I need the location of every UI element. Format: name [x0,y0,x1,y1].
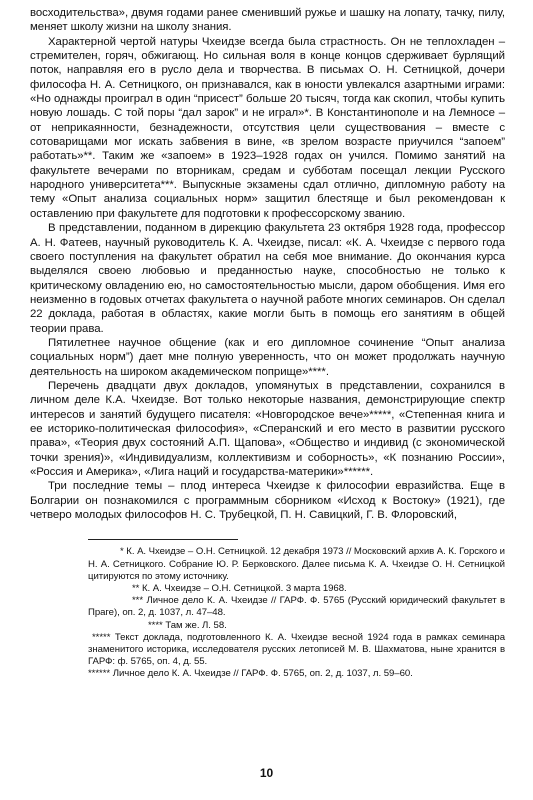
main-text [30,6,505,522]
footnote-3: *** Личное дело К. А. Чхеидзе // ГАРФ. Ф. 5765 (Русский юридический факультет в Праге), оп. 2, д. 1037, л. 47–48. [88,595,505,619]
paragraph-1: восходительства», двумя годами ранее сменивший ружье и шашку на лопату, тачку, пилу, меняет школу жизни на школу знания. [30,7,505,34]
paragraph-3: В представлении, поданном в дирекцию факультета 23 октября 1928 года, профессор А. Н. Фатеев, научный руководитель К. А. Чхеидзе, писал: «К. А. Чхеидзе с первого года своего поступления на факультет обратил на себя мое внимание. До окончания курса выделялся своею любовью и преданностью науке, способностью не только к критическому овладению ею, но самостоятельностью мысли, даром обобщения. Имя его неизменно в годовых отчетах факультета о научной работе многих семинаров. Он сделал 22 доклада, работая в областях, какие могли быть в помощь его занятиям в общей теории права. [30,222,505,335]
paragraph-6: Три последние темы – плод интереса Чхеидзе к философии евразийства. Еще в Болгарии он познакомился с программным сборником «Исход к Востоку» (1921), где четверо молодых философов Н. С. Трубецкой, П. Н. Савицкий, Г. В. Флоровский, [30,480,505,522]
footnote-6: ****** Личное дело К. А. Чхеидзе // ГАРФ. Ф. 5765, оп. 2, д. 1037, л. 59–60. [88,668,413,680]
page-number: 10 [259,766,274,780]
paragraph-2: Характерной чертой натуры Чхеидзе всегда была страстность. Он не теплохладен – стремителен, горяч, обжигающ. Но сильная воля в конце концов сдерживает бурлящий поток, направляя его в русло дела и творчества. В письмах О. Н. Сетницкой, дочери философа Н. А. Сетницкого, он признавался, как в юности увлекался азартными играми: «Но однажды проиграл в один “присест” больше 20 тысяч, тогда как скопил, чтобы купить новую лошадь. С той поры “дал зарок” и не играл»*. В Константинополе и на Лемносе – от неприкаянности, безнадежности, отсутствия цели существования – вместе с сотоварищами мог искать забвения в вине, «в зрелом возрасте приучился “запоем” работать»**. Таким же «запоем» в 1923–1928 годах он учился. Помимо занятий на факультете вечерами по вторникам, средам и субботам посещал лекции Русского народного университета***. Выпускные экзамены сдал отлично, дипломную работу на тему «Опыт анализа социальных норм» защитил блестяще и был рекомендован к оставлению при факультете для подготовки к профессорскому званию. [30,35,505,220]
footnote-divider [88,539,238,540]
footnote-5: ***** Текст доклада, подготовленного К. А. Чхеидзе весной 1924 года в рамках семинара знаменитого историка, исследователя русских летописей М. В. Шахматова, ныне хранится в ГАРФ: ф. 5765, оп. 4, д. 55. [88,631,505,668]
footnotes [30,546,505,680]
footnote-1: * К. А. Чхеидзе – О.Н. Сетницкой. 12 декабря 1973 // Московский архив А. К. Горского и Н. А. Сетницкого. Собрание Ю. Р. Берковского. Далее письма К. А. Чхеидзе О. Н. Сетницкой цитируются по этому источнику. [88,546,505,582]
footnote-2: ** К. А. Чхеидзе – О.Н. Сетницкой. 3 марта 1968. [132,582,347,594]
paragraph-4: Пятилетнее научное общение (как и его дипломное сочинение “Опыт анализа социальных норм”) дает мне полную уверенность, что он может продолжать научную деятельность на широком академическом поприще»****. [30,336,505,378]
paragraph-5: Перечень двадцати двух докладов, упомянутых в представлении, сохранился в личном деле К.А. Чхеидзе. Вот только некоторые названия, демонстрирующие спектр интересов и занятий будущего писателя: «Новгородское вече»*****, «Степенная книга и ее историко-политическая философия», «Сперанский и его место в развитии русского права», «Теория двух состояний А.П. Щапова», «Общество и индивид (с экономической точки зрения)», «Индивидуализм, коллективизм и соборность», «К познанию России», «Россия и Америка», «Лига наций и государства-материки»******. [30,379,505,478]
footnote-4: **** Там же. Л. 58. [148,619,227,631]
